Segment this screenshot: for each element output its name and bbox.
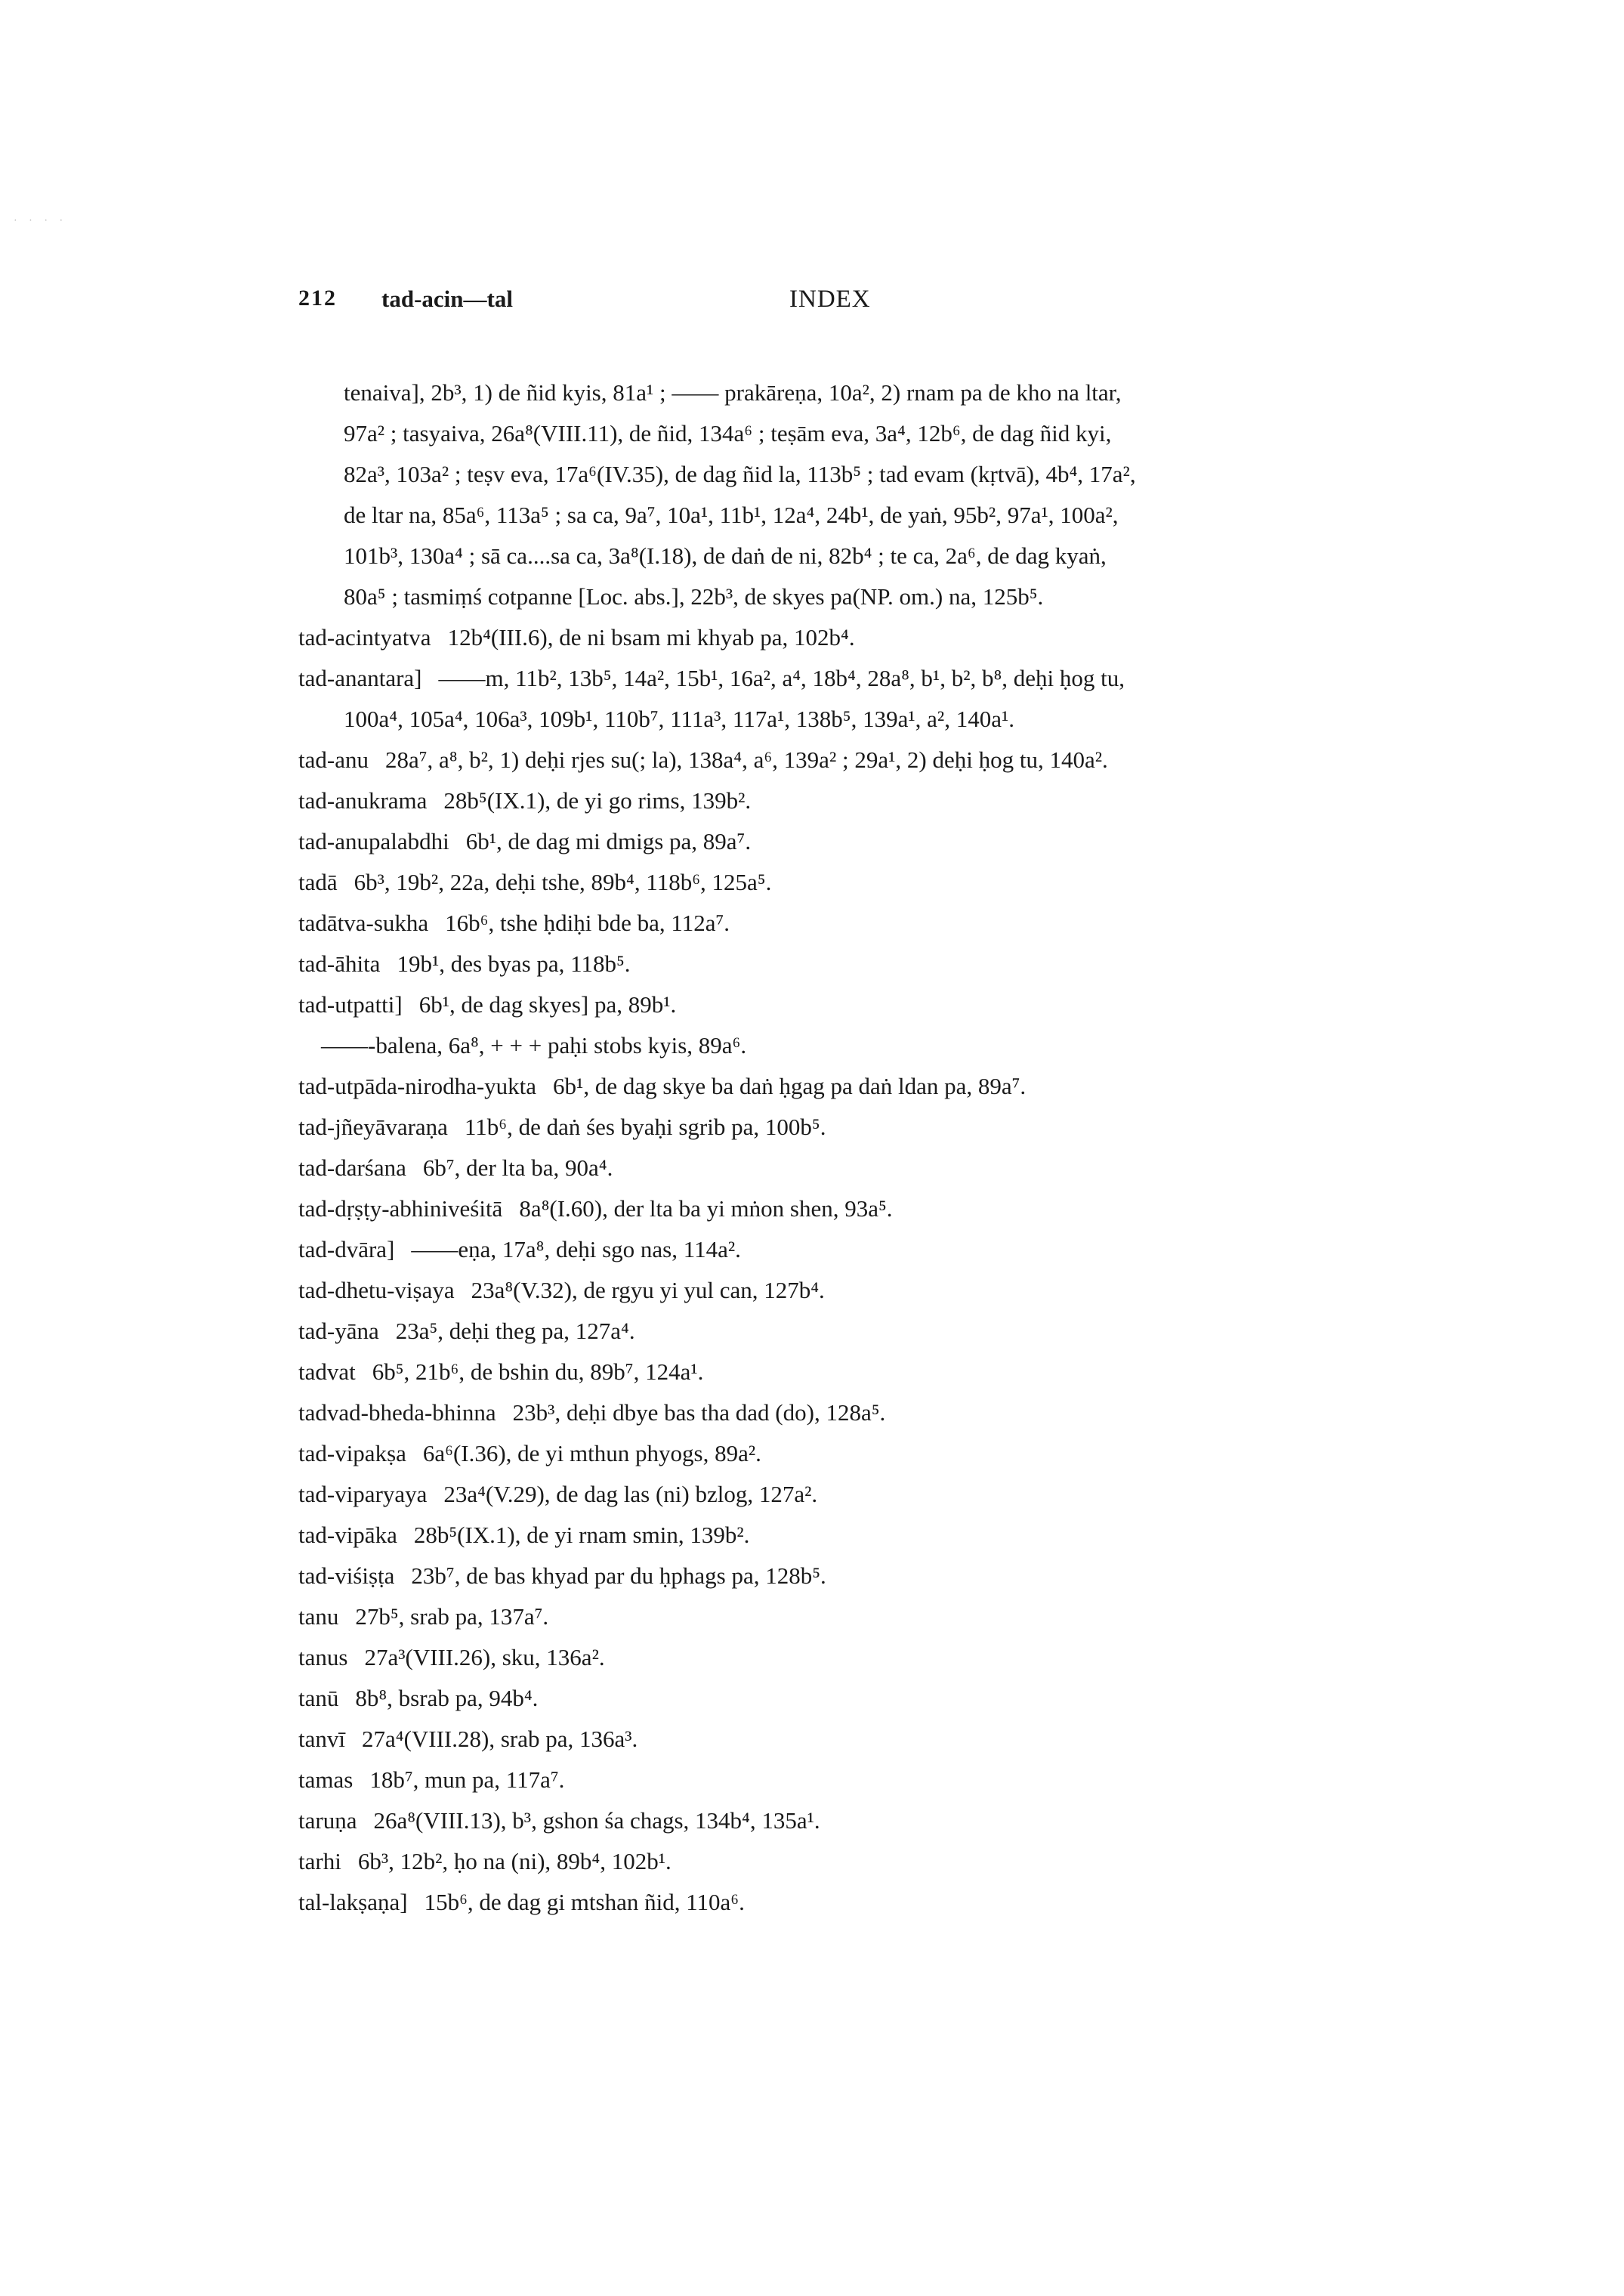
entry-term: tad-vipāka: [298, 1522, 397, 1548]
index-entry: [298, 1841, 1416, 1882]
entry-text: 6a⁶(I.36), de yi mthun phyogs, 89a².: [422, 1440, 761, 1466]
index-entry-continuation: [298, 1025, 1416, 1066]
entry-text: 100a⁴, 105a⁴, 106a³, 109b¹, 110b⁷, 111a³, 117a¹, 138b⁵, 139a¹, a², 140a¹.: [344, 706, 1015, 732]
index-entry: [298, 1229, 1416, 1270]
entry-text: 23a⁴(V.29), de dag las (ni) bzlog, 127a².: [443, 1481, 818, 1507]
entry-text: 82a³, 103a² ; teṣv eva, 17a⁶(IV.35), de dag ñid la, 113b⁵ ; tad evam (kṛtvā), 4b⁴, 17a²,: [344, 461, 1136, 487]
entry-text: 27a⁴(VIII.28), srab pa, 136a³.: [362, 1726, 638, 1752]
index-entry: [298, 821, 1416, 862]
entry-text: 11b⁶, de daṅ śes byaḥi sgrib pa, 100b⁵.: [464, 1114, 826, 1140]
index-entry: [298, 862, 1416, 903]
index-entry: [298, 1107, 1416, 1148]
entry-text: ——m, 11b², 13b⁵, 14a², 15b¹, 16a², a⁴, 18b⁴, 28a⁸, b¹, b², b⁸, deḥi ḥog tu,: [438, 665, 1125, 691]
entry-text: 6b⁵, 21b⁶, de bshin du, 89b⁷, 124a¹.: [372, 1358, 704, 1385]
entry-text: 15b⁶, de dag gi mtshan ñid, 110a⁶.: [424, 1889, 745, 1915]
entry-term: tad-anukrama: [298, 787, 428, 814]
index-entry: [298, 944, 1416, 984]
index-entry: [298, 1066, 1416, 1107]
entry-term: tanu: [298, 1603, 339, 1630]
index-entry: [298, 1148, 1416, 1188]
index-entry-continuation: [298, 372, 1416, 413]
entry-term: tad-anantara]: [298, 665, 422, 691]
entry-text: ——eṇa, 17a⁸, deḥi sgo nas, 114a².: [411, 1236, 741, 1262]
entry-text: 27a³(VIII.26), sku, 136a².: [364, 1644, 605, 1670]
index-entry: [298, 1270, 1416, 1311]
index-entry: [298, 1311, 1416, 1352]
entry-term: tanvī: [298, 1726, 345, 1752]
index-entry-continuation: [298, 536, 1416, 576]
index-entry-continuation: [298, 495, 1416, 536]
index-entry: [298, 1556, 1416, 1596]
index-entry: [298, 1433, 1416, 1474]
entry-text: 19b¹, des byas pa, 118b⁵.: [397, 950, 631, 977]
entry-text: 28b⁵(IX.1), de yi go rims, 139b².: [443, 787, 752, 814]
entry-text: 12b⁴(III.6), de ni bsam mi khyab pa, 102b⁴.: [447, 624, 855, 650]
entry-text: 27b⁵, srab pa, 137a⁷.: [355, 1603, 549, 1630]
index-entry: [298, 1596, 1416, 1637]
index-entry: [298, 1188, 1416, 1229]
entry-term: tadvat: [298, 1358, 356, 1385]
index-entry: [298, 658, 1416, 699]
index-entry-continuation: [298, 413, 1416, 454]
entry-term: tad-vipakṣa: [298, 1440, 406, 1466]
index-entry: [298, 1352, 1416, 1392]
entry-term: tal-lakṣaṇa]: [298, 1889, 408, 1915]
index-entry: [298, 1474, 1416, 1515]
index-entry: [298, 1392, 1416, 1433]
index-entry-continuation: [298, 454, 1416, 495]
entry-text: 18b⁷, mun pa, 117a⁷.: [369, 1766, 565, 1793]
entry-text: 28b⁵(IX.1), de yi rnam smin, 139b².: [413, 1522, 750, 1548]
entry-text: 80a⁵ ; tasmiṃś cotpanne [Loc. abs.], 22b³, de skyes pa(NP. om.) na, 125b⁵.: [344, 583, 1044, 610]
entry-text: 6b³, 12b², ḥo na (ni), 89b⁴, 102b¹.: [357, 1848, 672, 1874]
entry-text: 6b¹, de dag skyes] pa, 89b¹.: [418, 991, 677, 1018]
entry-text: 26a⁸(VIII.13), b³, gshon śa chags, 134b⁴, 135a¹.: [373, 1807, 820, 1834]
entry-text: 28a⁷, a⁸, b², 1) deḥi rjes su(; la), 138a⁴, a⁶, 139a² ; 29a¹, 2) deḥi ḥog tu, 140a².: [384, 746, 1108, 773]
entry-term: tad-dvāra]: [298, 1236, 395, 1262]
index-entry: [298, 984, 1416, 1025]
index-entry: [298, 780, 1416, 821]
index-entries: [298, 372, 1416, 1923]
entry-term: tad-anu: [298, 746, 369, 773]
entry-text: 6b³, 19b², 22a, deḥi tshe, 89b⁴, 118b⁶, 125a⁵.: [354, 869, 772, 895]
entry-term: tad-viśiṣṭa: [298, 1562, 395, 1589]
entry-term: tad-viparyaya: [298, 1481, 428, 1507]
entry-term: tad-dhetu-viṣaya: [298, 1277, 455, 1303]
entry-text: 6b⁷, der lta ba, 90a⁴.: [422, 1154, 613, 1181]
entry-text: 23a⁵, deḥi theg pa, 127a⁴.: [395, 1318, 635, 1344]
entry-term: tad-anupalabdhi: [298, 828, 449, 854]
entry-term: tadā: [298, 869, 338, 895]
entry-text: 23b³, deḥi dbye bas tha dad (do), 128a⁵.: [512, 1399, 886, 1426]
entry-term: tad-āhita: [298, 950, 381, 977]
entry-text: 6b¹, de dag mi dmigs pa, 89a⁷.: [465, 828, 752, 854]
entry-text: 8b⁸, bsrab pa, 94b⁴.: [355, 1685, 539, 1711]
entry-term: tamas: [298, 1766, 354, 1793]
section-title: INDEX: [789, 286, 871, 313]
entry-text: de ltar na, 85a⁶, 113a⁵ ; sa ca, 9a⁷, 10a¹, 11b¹, 12a⁴, 24b¹, de yaṅ, 95b², 97a¹, 100a²,: [344, 502, 1119, 528]
index-entry: [298, 1800, 1416, 1841]
entry-term: taruṇa: [298, 1807, 357, 1834]
page-number: 212: [298, 286, 337, 311]
entry-term: tad-jñeyāvaraṇa: [298, 1114, 448, 1140]
index-entry: [298, 1515, 1416, 1556]
entry-text: 6b¹, de dag skye ba daṅ ḥgag pa daṅ ldan pa, 89a⁷.: [553, 1073, 1027, 1099]
index-entry: [298, 903, 1416, 944]
entry-term: tadvad-bheda-bhinna: [298, 1399, 496, 1426]
entry-text: tenaiva], 2b³, 1) de ñid kyis, 81a¹ ; —— prakāreṇa, 10a², 2) rnam pa de kho na ltar,: [344, 379, 1122, 406]
entry-text: 23a⁸(V.32), de rgyu yi yul can, 127b⁴.: [471, 1277, 825, 1303]
entry-term: tanus: [298, 1644, 348, 1670]
page-header: [298, 286, 1416, 331]
index-entry: [298, 1678, 1416, 1719]
index-entry: [298, 1760, 1416, 1800]
entry-term: tadātva-sukha: [298, 910, 429, 936]
index-entry: [298, 1637, 1416, 1678]
scan-artifact: · · · ·: [14, 215, 68, 227]
entry-term: tad-darśana: [298, 1154, 406, 1181]
entry-term: tanū: [298, 1685, 339, 1711]
entry-text: 8a⁸(I.60), der lta ba yi mṅon shen, 93a⁵.: [519, 1195, 893, 1222]
entry-term: tad-yāna: [298, 1318, 379, 1344]
entry-term: tad-acintyatva: [298, 624, 431, 650]
entry-term: tarhi: [298, 1848, 341, 1874]
index-entry-continuation: [298, 576, 1416, 617]
entry-text: 16b⁶, tshe ḥdiḥi bde ba, 112a⁷.: [445, 910, 730, 936]
entry-text: 23b⁷, de bas khyad par du ḥphags pa, 128b⁵.: [411, 1562, 826, 1589]
entry-text: ——-balena, 6a⁸, + + + paḥi stobs kyis, 89a⁶.: [321, 1032, 747, 1058]
entry-term: tad-utpatti]: [298, 991, 403, 1018]
running-head: tad-acin—tal: [381, 286, 513, 312]
entry-term: tad-dṛṣṭy-abhiniveśitā: [298, 1195, 503, 1222]
index-entry: [298, 1719, 1416, 1760]
index-entry: [298, 1882, 1416, 1923]
index-entry-continuation: [298, 699, 1416, 740]
entry-text: 101b³, 130a⁴ ; sā ca....sa ca, 3a⁸(I.18), de daṅ de ni, 82b⁴ ; te ca, 2a⁶, de dag kyaṅ,: [344, 542, 1107, 569]
entry-text: 97a² ; tasyaiva, 26a⁸(VIII.11), de ñid, 134a⁶ ; teṣām eva, 3a⁴, 12b⁶, de dag ñid kyi,: [344, 420, 1112, 447]
index-entry: [298, 740, 1416, 780]
index-entry: [298, 617, 1416, 658]
entry-term: tad-utpāda-nirodha-yukta: [298, 1073, 537, 1099]
